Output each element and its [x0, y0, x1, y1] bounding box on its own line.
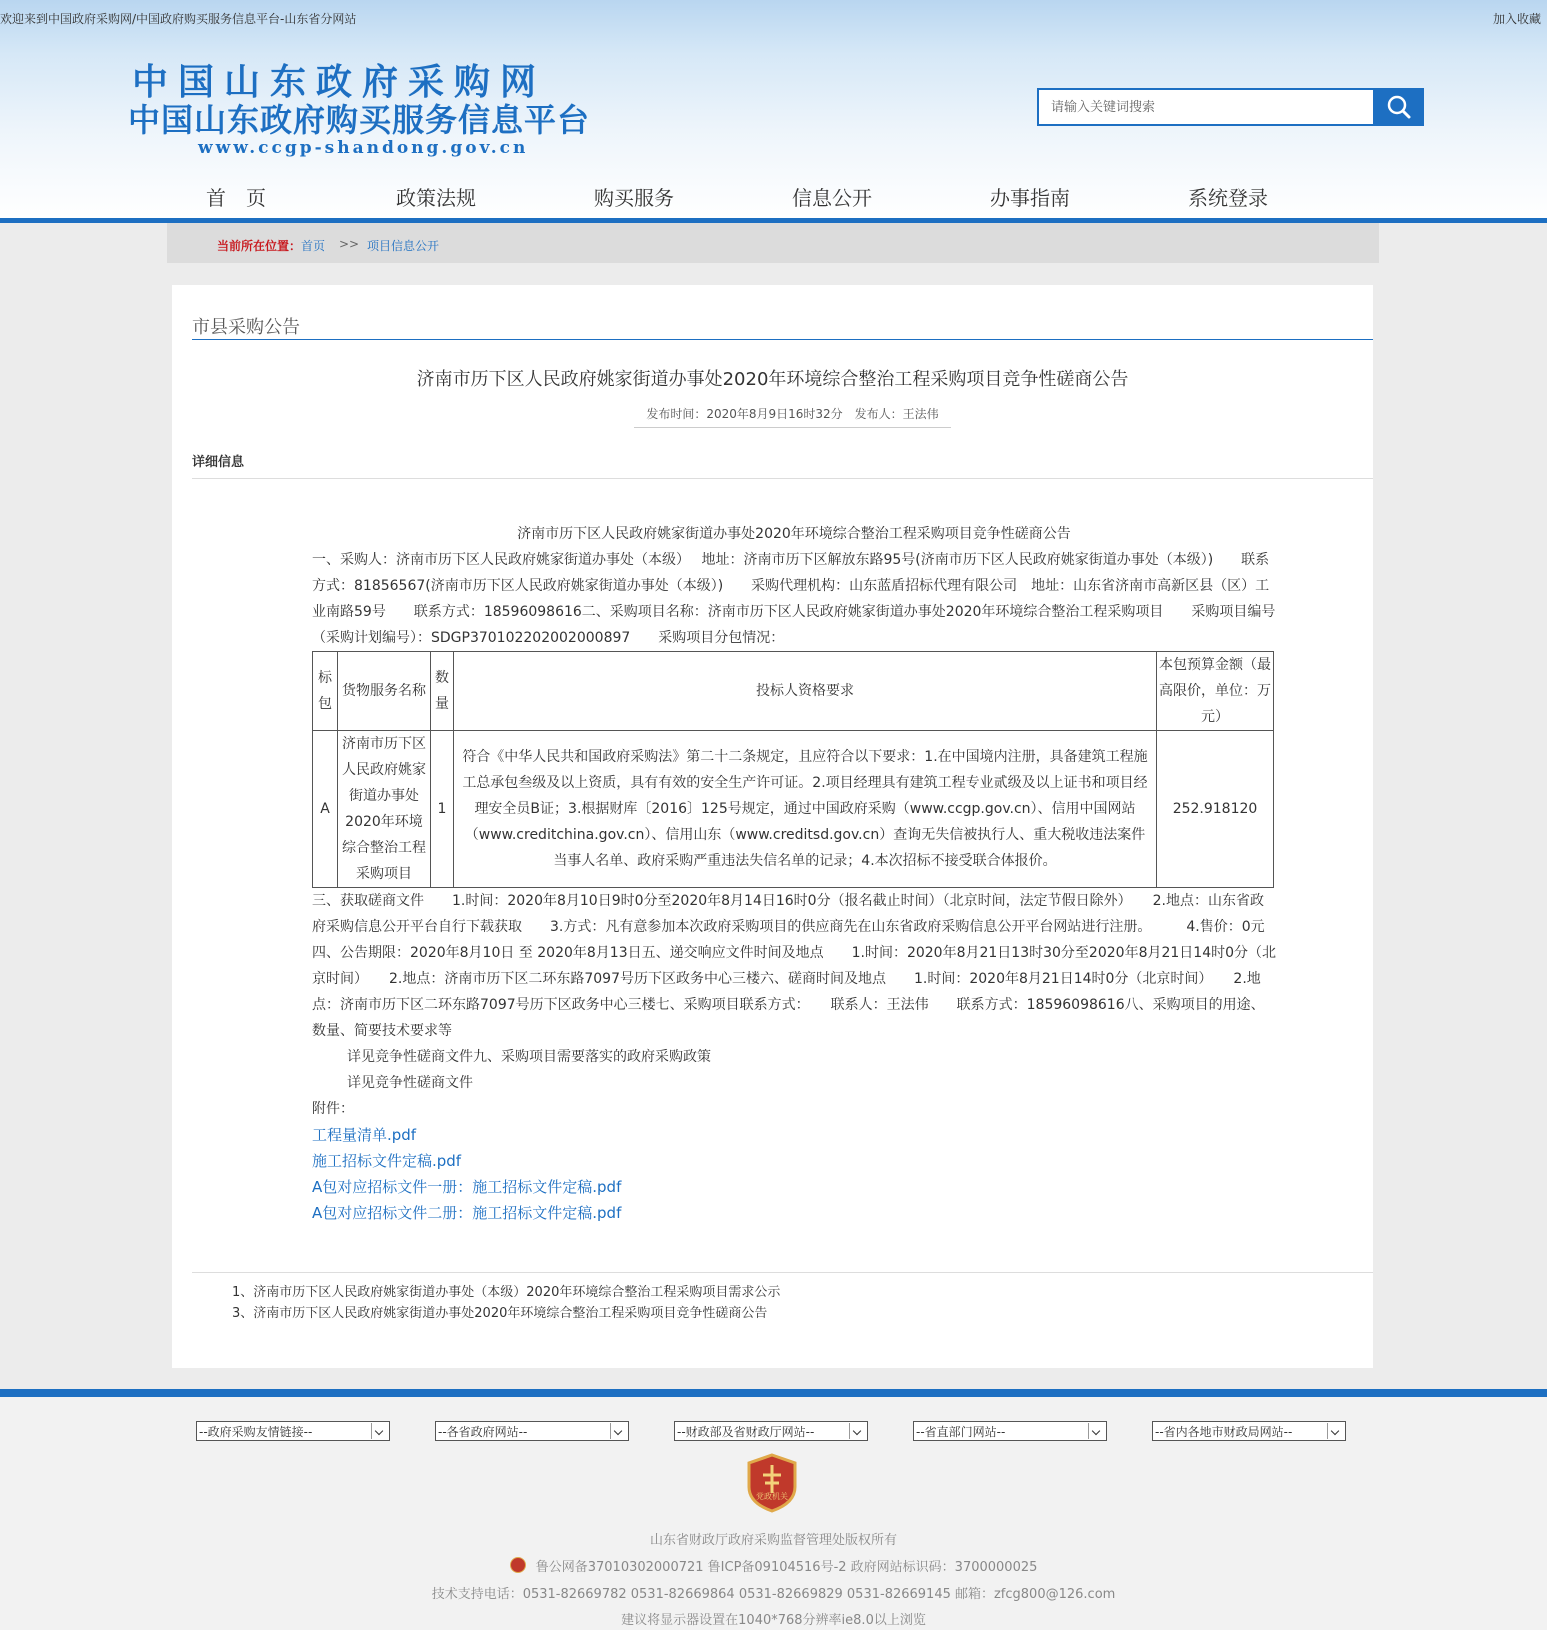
table-cell-pkg: A — [313, 731, 338, 888]
links-select-provinces[interactable] — [435, 1421, 629, 1441]
site-logo[interactable] — [128, 62, 648, 158]
table-header-cell: 本包预算金额（最高限价，单位：万元） — [1157, 652, 1274, 731]
detail-divider — [192, 478, 1373, 479]
search-box — [1037, 88, 1424, 126]
footer-support: 技术支持电话：0531-82669782 0531-82669864 0531-82669829 0531-82669145 邮箱：zfcg800@126.com — [431, 1587, 1116, 1602]
attachment-link[interactable]: 工程量清单.pdf — [312, 1126, 417, 1144]
breadcrumb-home[interactable]: 首页 — [301, 239, 326, 253]
welcome-text: 欢迎来到中国政府采购网/中国政府购买服务信息平台-山东省分网站 — [0, 12, 357, 26]
links-select-cities[interactable] — [1152, 1421, 1346, 1441]
related-list — [232, 1282, 780, 1324]
related-link[interactable]: 1、济南市历下区人民政府姚家街道办事处（本级）2020年环境综合整治工程采购项目需求公示 — [232, 1285, 781, 1300]
footer-band — [0, 1389, 1547, 1397]
nav-home[interactable]: 首 页 — [206, 186, 266, 210]
table-header-cell: 投标人资格要求 — [454, 652, 1157, 731]
logo-line2: 中国山东政府购买服务信息平台 — [128, 101, 591, 139]
main-nav — [0, 172, 1547, 216]
article-meta: 发布时间：2020年8月9日16时32分 发布人：王法伟 — [634, 403, 951, 428]
select-value: --省内各地市财政局网站-- — [1155, 1425, 1293, 1439]
attachment-link[interactable]: 施工招标文件定稿.pdf — [312, 1152, 462, 1170]
links-select-procurement[interactable] — [196, 1421, 390, 1441]
logo-url: www.ccgp-shandong.gov.cn — [198, 138, 529, 158]
breadcrumb — [167, 223, 1379, 263]
article-content — [312, 521, 1276, 1226]
top-strip — [0, 0, 1547, 34]
chevron-down-icon — [1327, 1423, 1344, 1439]
content-title: 济南市历下区人民政府姚家街道办事处2020年环境综合整治工程采购项目竞争性磋商公告 — [517, 526, 1071, 542]
footer-icp — [0, 1556, 1547, 1575]
related-link[interactable]: 3、济南市历下区人民政府姚家街道办事处2020年环境综合整治工程采购项目竞争性磋商公告 — [232, 1306, 768, 1321]
footer-advice: 建议将显示器设置在1040*768分辨率ie8.0以上浏览 — [621, 1613, 926, 1628]
search-input[interactable] — [1037, 88, 1375, 126]
table-row — [313, 731, 1274, 888]
main-panel — [172, 285, 1373, 1368]
table-cell-qty: 1 — [431, 731, 454, 888]
select-value: --政府采购友情链接-- — [199, 1425, 313, 1439]
package-table — [312, 651, 1274, 888]
attachment-link[interactable]: A包对应招标文件二册：施工招标文件定稿.pdf — [312, 1204, 622, 1222]
police-badge-icon — [510, 1557, 526, 1573]
table-cell-name: 济南市历下区人民政府姚家街道办事处2020年环境综合整治工程采购项目 — [338, 731, 431, 888]
links-select-departments[interactable] — [913, 1421, 1107, 1441]
party-government-emblem-icon[interactable] — [745, 1453, 799, 1513]
table-header-row — [313, 652, 1274, 731]
attachment-link[interactable]: A包对应招标文件一册：施工招标文件定稿.pdf — [312, 1178, 622, 1196]
emblem-text: 党政机关 — [756, 1492, 788, 1501]
related-divider — [192, 1272, 1373, 1273]
nav-policy[interactable]: 政策法规 — [396, 186, 476, 210]
content-para-1: 一、采购人：济南市历下区人民政府姚家街道办事处（本级） 地址：济南市历下区解放东路95号(济南市历下区人民政府姚家街道办事处（本级）) 联系方式：81856567(济南市历下区人民政府姚家街道办事处（本级）) 采购代理机构：山东蓝盾招标代理有限公司 地址：山东省济南市高新区县（区）工业南路59号 联系方式：18596098616二、采购项目名称：济南市历下区人民政府姚家街道办事处2020年环境综合整治工程采购项目 采购项目编号（采购计划编号）：SDGP370102202002000897 采购项目分包情况： — [312, 552, 1276, 646]
content-para-4: 详见竞争性磋商文件 — [347, 1075, 473, 1091]
chevron-down-icon — [1088, 1423, 1105, 1439]
table-cell-budget: 252.918120 — [1157, 731, 1274, 888]
content-para-3: 详见竞争性磋商文件九、采购项目需要落实的政府采购政策 — [347, 1049, 711, 1065]
nav-guide[interactable]: 办事指南 — [990, 186, 1070, 210]
chevron-down-icon — [610, 1423, 627, 1439]
select-value: --省直部门网站-- — [916, 1425, 1006, 1439]
chevron-down-icon — [371, 1423, 388, 1439]
table-header-cell: 货物服务名称 — [338, 652, 431, 731]
site-header — [0, 0, 1547, 218]
chevron-down-icon — [849, 1423, 866, 1439]
select-value: --各省政府网站-- — [438, 1425, 528, 1439]
footer-copyright: 山东省财政厅政府采购监督管理处版权所有 — [649, 1533, 897, 1548]
attachments-label: 附件： — [312, 1101, 354, 1117]
nav-purchase-service[interactable]: 购买服务 — [594, 186, 674, 210]
table-header-cell: 数量 — [431, 652, 454, 731]
add-favorite-link[interactable]: 加入收藏 — [1492, 12, 1541, 26]
logo-line1: 中国山东政府采购网 — [132, 61, 547, 103]
site-footer — [0, 1397, 1547, 1630]
section-divider — [192, 339, 1373, 340]
content-para-2: 三、获取磋商文件 1.时间：2020年8月10日9时0分至2020年8月14日16时0分（报名截止时间）（北京时间，法定节假日除外） 2.地点：山东省政府采购信息公开平台自行下载获取 3.方式：凡有意参加本次政府采购项目的供应商先在山东省政府采购信息公开平台网站进行注册。 4.售价：0元四、公告期限：2020年8月10日 至 2020年8月13日五、递交响应文件时间及地点 1.时间：2020年8月21日13时30分至2020年8月21日14时0分（北京时间） 2.地点：济南市历下区二环东路7097号历下区政务中心三楼六、磋商时间及地点 1.时间：2020年8月21日14时0分（北京时间） 2.地点：济南市历下区二环东路7097号历下区政务中心三楼七、采购项目联系方式： 联系人：王法伟 联系方式：18596098616八、采购项目的用途、数量、简要技术要求等 — [312, 893, 1277, 1039]
icp-text[interactable]: 鲁公网备37010302000721 鲁ICP备09104516号-2 政府网站标识码：3700000025 — [535, 1560, 1038, 1575]
search-icon — [1374, 88, 1424, 126]
section-title: 市县采购公告 — [192, 317, 300, 338]
nav-login[interactable]: 系统登录 — [1188, 186, 1268, 210]
article-title: 济南市历下区人民政府姚家街道办事处2020年环境综合整治工程采购项目竞争性磋商公告 — [416, 369, 1129, 390]
search-button[interactable] — [1374, 88, 1424, 126]
nav-info-public[interactable]: 信息公开 — [792, 186, 872, 210]
detail-label: 详细信息 — [192, 455, 245, 470]
breadcrumb-label: 当前所在位置： — [217, 239, 302, 253]
table-cell-req: 符合《中华人民共和国政府采购法》第二十二条规定，且应符合以下要求：1.在中国境内注册，具备建筑工程施工总承包叁级及以上资质，具有有效的安全生产许可证。2.项目经理具有建筑工程专业贰级及以上证书和项目经理安全员B证；3.根据财库〔2016〕125号规定，通过中国政府采购（www.ccgp.gov.cn）、信用中国网站（www.creditchina.gov.cn）、信用山东（www.creditsd.gov.cn）查询无失信被执行人、重大税收违法案件当事人名单、政府采购严重违法失信名单的记录；4.本次招标不接受联合体报价。 — [454, 731, 1157, 888]
links-select-finance[interactable] — [674, 1421, 868, 1441]
breadcrumb-separator: >> — [339, 237, 360, 251]
breadcrumb-current[interactable]: 项目信息公开 — [367, 239, 440, 253]
select-value: --财政部及省财政厅网站-- — [677, 1425, 815, 1439]
table-header-cell: 标包 — [313, 652, 338, 731]
